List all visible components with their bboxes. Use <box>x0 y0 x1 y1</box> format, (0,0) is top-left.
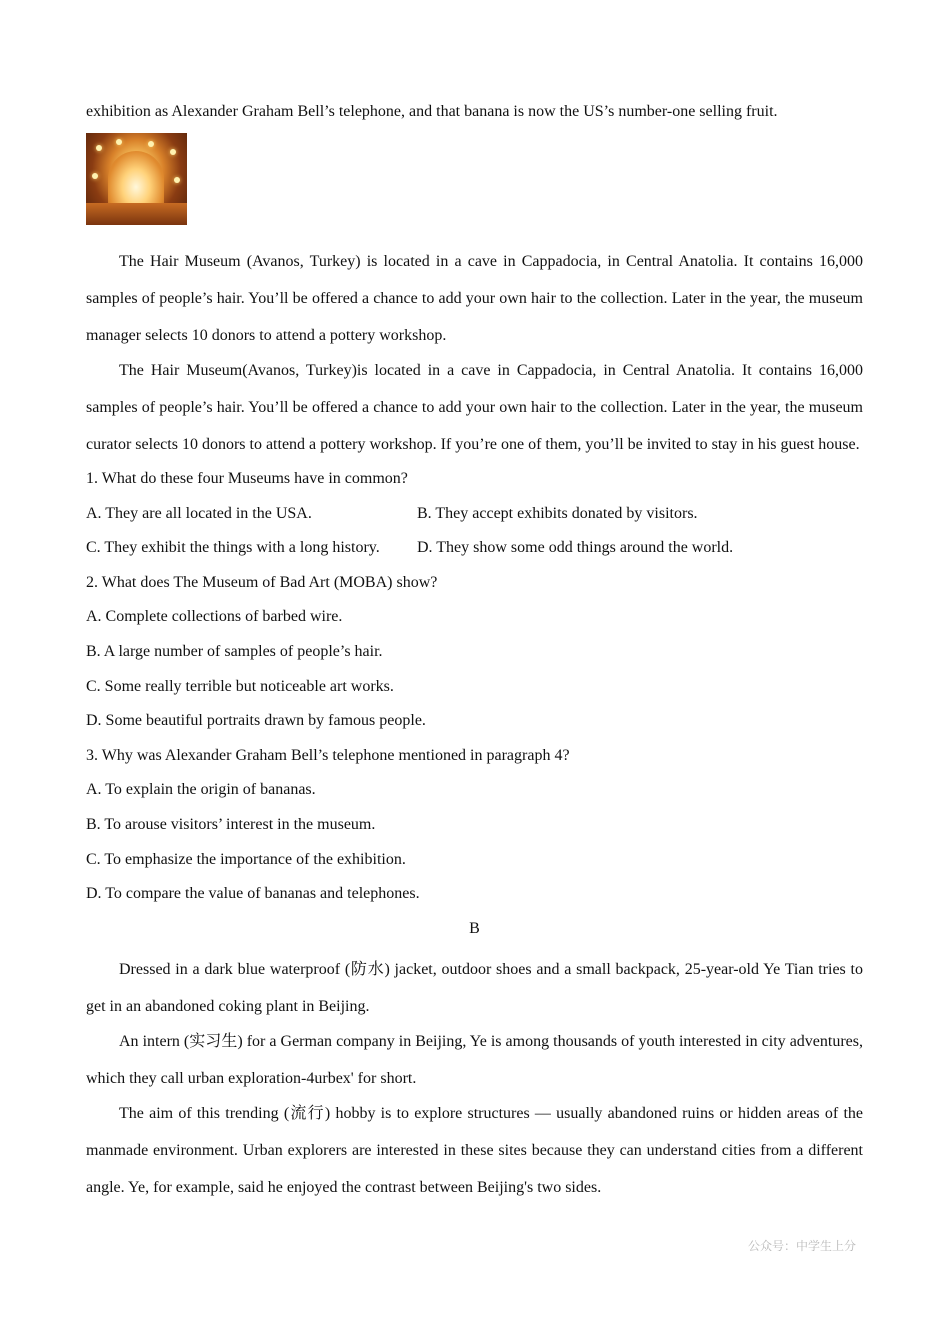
q2-option-b: B. A large number of samples of people’s hair. <box>86 642 383 660</box>
question-3: 3. Why was Alexander Graham Bell’s telephone mentioned in paragraph 4? <box>86 746 570 764</box>
section-b-title: B <box>469 919 480 937</box>
watermark: 公众号：中学生上分 <box>748 1239 857 1253</box>
light-dot <box>92 173 98 179</box>
q3-option-b: B. To arouse visitors’ interest in the museum. <box>86 815 376 833</box>
cave-floor-shape <box>86 203 187 225</box>
cave-museum-photo <box>86 133 187 225</box>
paragraph-b-3: The aim of this trending (流行) hobby is to explore structures — usually abandoned ruins or hidden areas of the manmade environment. Urban explorers are interested in these sites because they can understand cities from a different angle. Ye, for example, said he enjoyed the contrast between Beijing's two sides. <box>86 1105 863 1197</box>
q1-option-d: D. They show some odd things around the world. <box>417 539 734 557</box>
light-dot <box>174 177 180 183</box>
cave-arch-shape <box>108 151 164 211</box>
q3-option-c: C. To emphasize the importance of the exhibition. <box>86 850 406 868</box>
q1-option-c: C. They exhibit the things with a long history. <box>86 539 380 557</box>
paragraph-hair-museum-1: The Hair Museum (Avanos, Turkey) is located in a cave in Cappadocia, in Central Anatolia. It contains 16,000 samples of people’s hair. You’ll be offered a chance to add your own hair to the collection. Later in the year, the museum manager selects 10 donors to attend a pottery workshop. <box>86 253 863 344</box>
light-dot <box>116 139 122 145</box>
light-dot <box>148 141 154 147</box>
q2-option-d: D. Some beautiful portraits drawn by famous people. <box>86 712 426 730</box>
question-1: 1. What do these four Museums have in common? <box>86 470 408 487</box>
q3-option-a: A. To explain the origin of bananas. <box>86 781 316 799</box>
paragraph-b-2: An intern (实习生) for a German company in Beijing, Ye is among thousands of youth interested in city adventures, which they call urban exploration-4urbex' for short. <box>86 1033 863 1088</box>
q1-option-b: B. They accept exhibits donated by visitors. <box>417 504 698 522</box>
document-page <box>86 100 863 1204</box>
light-dot <box>170 149 176 155</box>
paragraph-b-1: Dressed in a dark blue waterproof (防水) jacket, outdoor shoes and a small backpack, 25-year-old Ye Tian tries to get in an abandoned coking plant in Beijing. <box>86 961 863 1016</box>
light-dot <box>96 145 102 151</box>
question-2: 2. What does The Museum of Bad Art (MOBA) show? <box>86 573 438 591</box>
q2-option-a: A. Complete collections of barbed wire. <box>86 608 343 626</box>
question-1-options-row <box>86 536 863 571</box>
q1-option-a: A. They are all located in the USA. <box>86 504 312 522</box>
paragraph-hair-museum-2: The Hair Museum(Avanos, Turkey)is located in a cave in Cappadocia, in Central Anatolia. It contains 16,000 samples of people’s hair. You’ll be offered a chance to add your own hair to the collection. Later in the year, the museum curator selects 10 donors to attend a pottery workshop. If you’re one of them, you’ll be invited to stay in his guest house. <box>86 362 863 453</box>
question-1-options-row <box>86 502 863 537</box>
q3-option-d: D. To compare the value of bananas and telephones. <box>86 885 420 903</box>
q2-option-c: C. Some really terrible but noticeable art works. <box>86 677 394 695</box>
intro-line: exhibition as Alexander Graham Bell’s telephone, and that banana is now the US’s number-one selling fruit. <box>86 103 778 120</box>
